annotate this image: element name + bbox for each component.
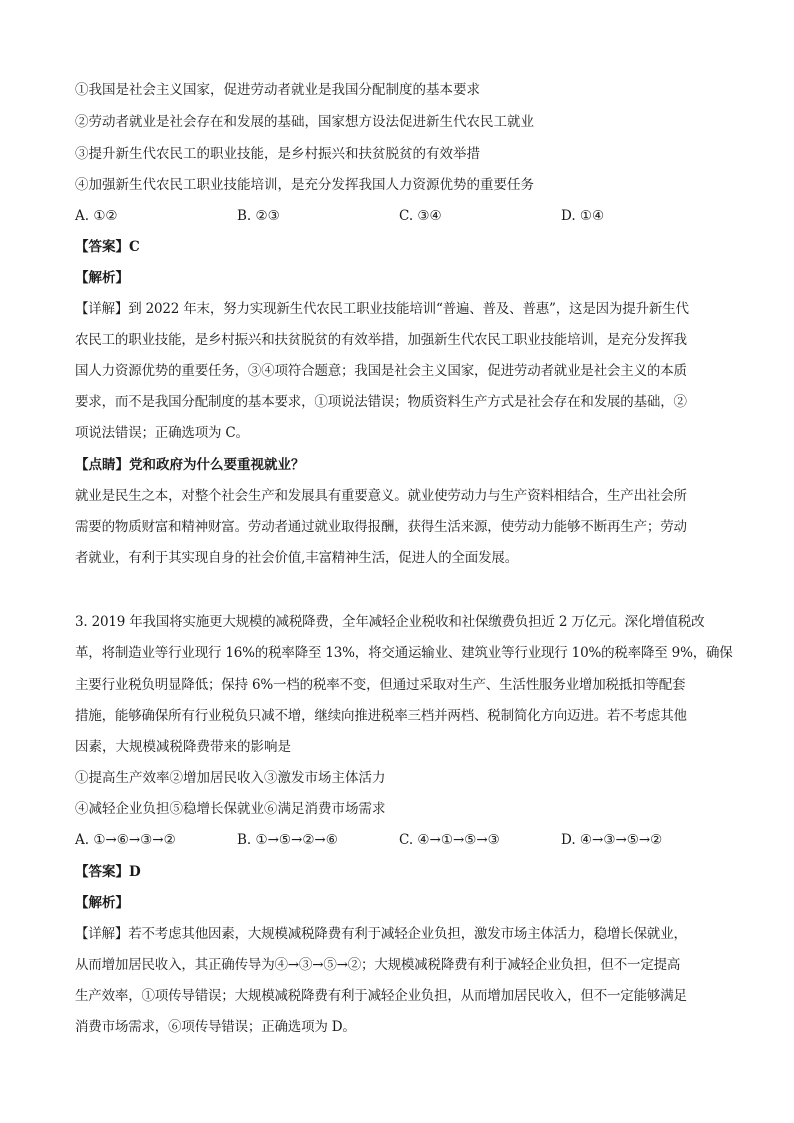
q2-detail-line-5: 项说法错误；正确选项为 C。 bbox=[75, 425, 249, 441]
q3-detail-line-3: 生产效率，①项传导错误；大规模减税降费有利于减轻企业负担，从而增加居民收入，但不一定能够满足 bbox=[75, 988, 687, 1004]
q3-detail-line-4: 消费市场需求，⑥项传导错误；正确选项为 D。 bbox=[75, 1019, 356, 1035]
q3-stem-line-3: 主要行业税负明显降低；保持 6%一档的税率不变，但通过采取对生产、生活性服务业增加税抵扣等配套 bbox=[75, 677, 686, 693]
q2-note-heading: 【点睛】党和政府为什么要重视就业？ bbox=[75, 457, 305, 473]
q2-note-line-2: 需要的物质财富和精神财富。劳动者通过就业取得报酬，获得生活来源，使劳动力能够不断再生产；劳动 bbox=[75, 519, 687, 535]
q2-detail-line-3: 国人力资源优势的重要任务，③④项符合题意；我国是社会主义国家，促进劳动者就业是社会主义的本质 bbox=[75, 363, 687, 379]
q3-detail-line-2: 从而增加居民收入，其正确传导为④→③→⑤→②；大规模减税降费有利于减轻企业负担，但不一定提高 bbox=[75, 957, 681, 973]
q3-items-line-1: ①提高生产效率②增加居民收入③激发市场主体活力 bbox=[75, 770, 386, 786]
q2-option-a: A. ①② bbox=[75, 208, 118, 224]
q3-option-b: B. ①→⑤→②→⑥ bbox=[237, 832, 338, 848]
q3-answer: 【答案】D bbox=[75, 864, 141, 880]
q3-stem-line-2: 革，将制造业等行业现行 16%的税率降至 13%，将交通运输业、建筑业等行业现行 10%的税率降至 9%，确保 bbox=[75, 645, 733, 661]
q3-stem-line-4: 措施，能够确保所有行业税负只减不增，继续向推进税率三档并两档、税制简化方向迈进。若不考虑其他 bbox=[75, 708, 687, 724]
q2-option-c: C. ③④ bbox=[399, 208, 442, 224]
q2-option-b: B. ②③ bbox=[237, 208, 280, 224]
q2-statement-2: ②劳动者就业是社会存在和发展的基础，国家想方设法促进新生代农民工就业 bbox=[75, 114, 534, 130]
q3-stem-line-1: 3. 2019 年我国将实施更大规模的减税降费，全年减轻企业税收和社保缴费负担近 2 万亿元。深化增值税改 bbox=[75, 614, 705, 630]
q3-detail-line-1: 【详解】若不考虑其他因素，大规模减税降费有利于减轻企业负担，激发市场主体活力，稳增长保就业， bbox=[75, 926, 687, 942]
q2-analysis-heading: 【解析】 bbox=[75, 270, 129, 286]
q2-answer: 【答案】C bbox=[75, 239, 140, 255]
q3-analysis-heading: 【解析】 bbox=[75, 895, 129, 911]
q2-option-d: D. ①④ bbox=[561, 208, 605, 224]
q2-detail-line-4: 要求，而不是我国分配制度的基本要求，①项说法错误；物质资料生产方式是社会存在和发展的基础，② bbox=[75, 394, 687, 410]
q3-items-line-2: ④减轻企业负担⑤稳增长保就业⑥满足消费市场需求 bbox=[75, 801, 386, 817]
q2-detail-line-1: 【详解】到 2022 年末，努力实现新生代农民工职业技能培训“普遍、普及、普惠”，这是因为提升新生代 bbox=[75, 301, 689, 317]
q3-option-c: C. ④→①→⑤→③ bbox=[399, 832, 500, 848]
q3-option-a: A. ①→⑥→③→② bbox=[75, 832, 176, 848]
q2-note-line-1: 就业是民生之本，对整个社会生产和发展具有重要意义。就业使劳动力与生产资料相结合，生产出社会所 bbox=[75, 488, 687, 504]
q2-detail-line-2: 农民工的职业技能，是乡村振兴和扶贫脱贫的有效举措，加强新生代农民工职业技能培训，是充分发挥我 bbox=[75, 332, 687, 348]
q2-statement-4: ④加强新生代农民工职业技能培训，是充分发挥我国人力资源优势的重要任务 bbox=[75, 177, 534, 193]
q3-option-d: D. ④→③→⑤→② bbox=[561, 832, 663, 848]
q2-statement-1: ①我国是社会主义国家，促进劳动者就业是我国分配制度的基本要求 bbox=[75, 82, 480, 98]
q2-statement-3: ③提升新生代农民工的职业技能，是乡村振兴和扶贫脱贫的有效举措 bbox=[75, 146, 480, 162]
q2-note-line-3: 者就业，有利于其实现自身的社会价值,丰富精神生活，促进人的全面发展。 bbox=[75, 550, 518, 566]
q3-stem-line-5: 因素，大规模减税降费带来的影响是 bbox=[75, 739, 291, 755]
